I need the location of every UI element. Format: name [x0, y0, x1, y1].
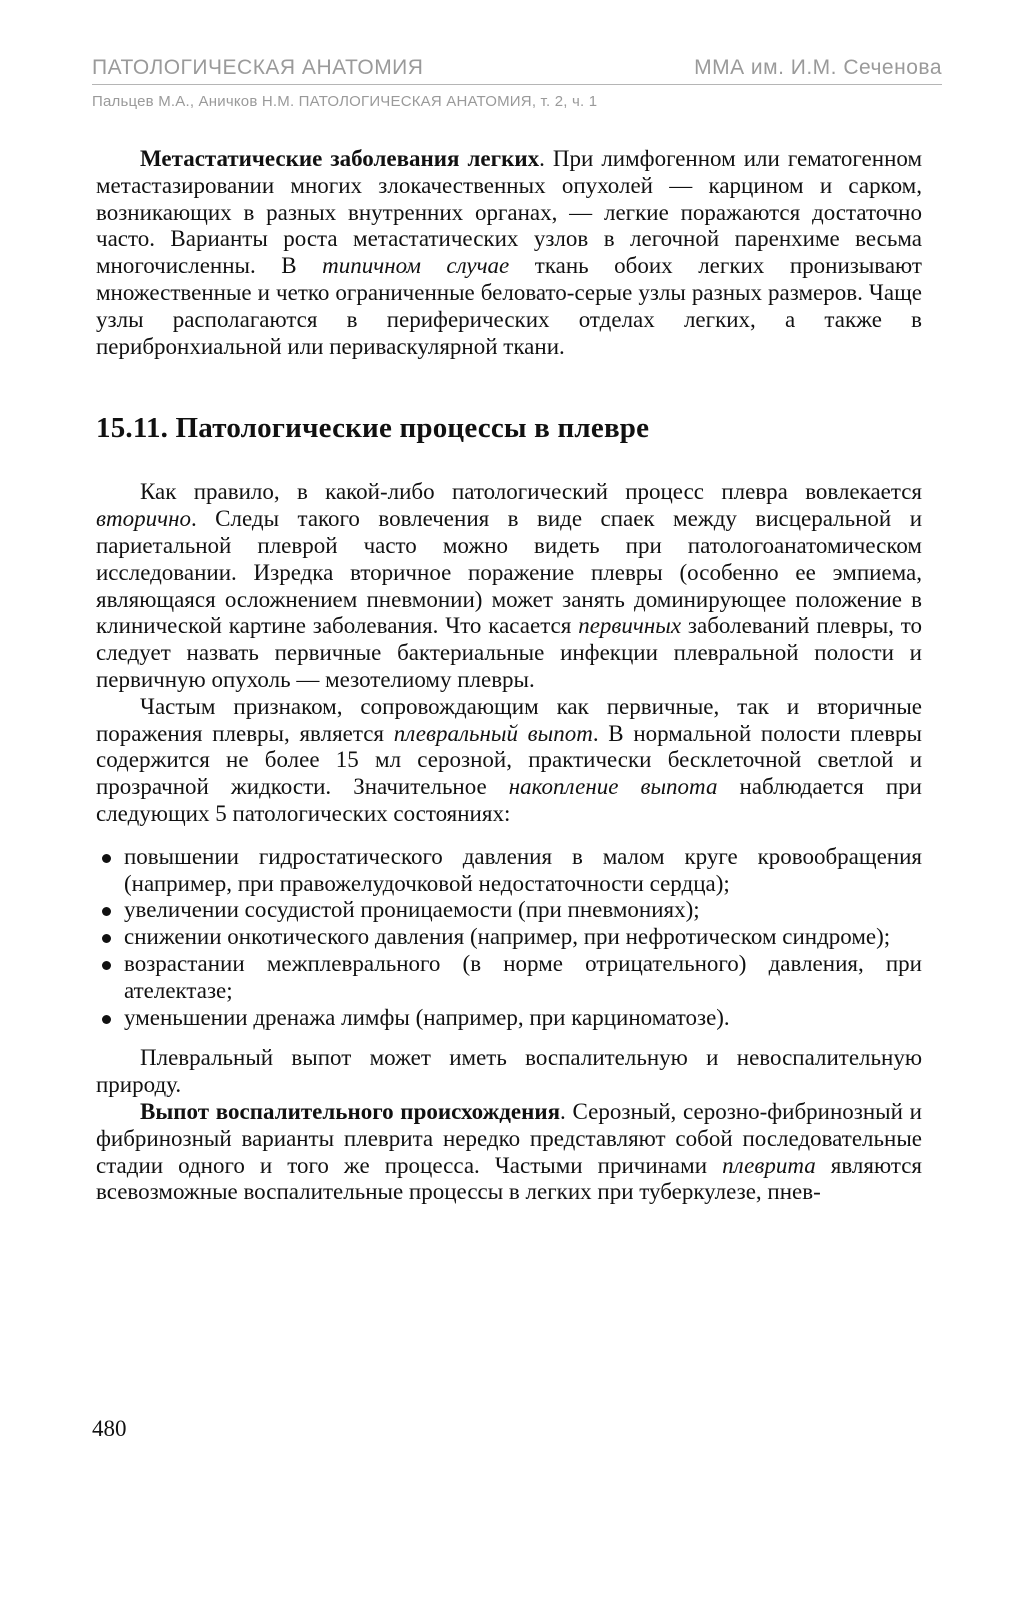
- list-item: увеличении сосудистой проницаемости (при пневмониях);: [96, 897, 922, 924]
- header-top-line: [92, 56, 942, 85]
- section-heading: 15.11. Патологические процессы в плевре: [96, 412, 650, 445]
- paragraph-effusion: [96, 694, 922, 828]
- italic-term: плеврита: [722, 1152, 816, 1178]
- running-header: [92, 56, 942, 110]
- list-item: снижении онкотического давления (например, при нефротическом синдроме);: [96, 924, 922, 951]
- book-title: ПАТОЛОГИЧЕСКАЯ АНАТОМИЯ: [92, 56, 424, 79]
- paragraph-text: являются всевозможные воспалительные процессы в легких при туберкулезе, пнев-: [96, 1152, 922, 1205]
- list-item: возрастании межплеврального (в норме отрицательного) давления, при ателектазе;: [96, 951, 922, 1005]
- paragraph-effusion-nature: Плевральный выпот может иметь воспалительную и невоспалительную природу.: [96, 1045, 922, 1098]
- paragraph-text: Частым признаком, сопровождающим как первичные, так и вторичные поражения плевры, является: [96, 693, 922, 746]
- paragraph-text: Как правило, в какой-либо патологический процесс плевра вовлекается: [140, 479, 922, 505]
- paragraph-pleura-intro: [96, 479, 922, 693]
- page-body: [96, 146, 922, 1206]
- paragraph-text: . Серозный, серозно-фибринозный и фибринозный варианты плеврита нередко представляют собой последовательные стадии одного и того же процесса. Частыми причинами: [96, 1098, 922, 1178]
- bold-term: Метастатические заболевания легких: [140, 146, 540, 171]
- citation-line: Пальцев М.А., Аничков Н.М. ПАТОЛОГИЧЕСКАЯ АНАТОМИЯ, т. 2, ч. 1: [92, 93, 598, 110]
- paragraph-inflammatory-effusion: [96, 1099, 922, 1206]
- paragraph-text: . При лимфогенном или гематогенном метастазировании многих злокачественных опухолей — карцином и сарком, возникающих в разных внутренних органах, — легкие поражаются достаточно часто. Варианты роста метастатических узлов в легочной паренхиме весьма многочисленны. В: [96, 146, 922, 279]
- paragraph-text: заболеваний плевры, то следует назвать первичные бактериальные инфекции плевральной полости и первичную опухоль — мезотелиому плевры.: [96, 613, 922, 692]
- italic-term: первичных: [578, 613, 682, 639]
- paragraph-text: . Следы такого вовлечения в виде спаек между висцеральной и париетальной плеврой часто можно видеть при патологоанатомическом исследовании. Изредка вторичное поражение плевры (особенно ее эмпиема, являющаяся осложнением пневмонии) может занять доминирующее положение в клинической картине заболевания. Что касается: [96, 506, 922, 639]
- italic-term: плевральный выпот: [393, 720, 593, 746]
- conditions-list: [96, 844, 922, 1032]
- page-number: 480: [92, 1416, 127, 1441]
- institution-name: ММА им. И.М. Сеченова: [694, 56, 942, 79]
- italic-term: накопление выпота: [508, 774, 718, 800]
- list-item: повышении гидростатического давления в малом круге кровообращения (например, при правожелудочковой недостаточности сердца);: [96, 844, 922, 898]
- italic-term: типичном случае: [322, 253, 510, 279]
- paragraph-text: наблюдается при следующих 5 патологических состояниях:: [96, 774, 922, 826]
- list-item: уменьшении дренажа лимфы (например, при карциноматозе).: [96, 1005, 922, 1032]
- bold-term: Выпот воспалительного происхождения: [140, 1098, 561, 1124]
- paragraph-lung-metastases: [96, 146, 922, 360]
- italic-term: вторично: [96, 506, 191, 532]
- paragraph-text: . В нормальной полости плевры содержится не более 15 мл серозной, практически бесклеточной светлой и прозрачной жидкости. Значительное: [96, 720, 923, 800]
- paragraph-text: ткань обоих легких пронизывают множественные и четко ограниченные беловато-серые узлы разных размеров. Чаще узлы располагаются в периферических отделах легких, а также в перибронхиальной или периваскулярной ткани.: [96, 253, 922, 359]
